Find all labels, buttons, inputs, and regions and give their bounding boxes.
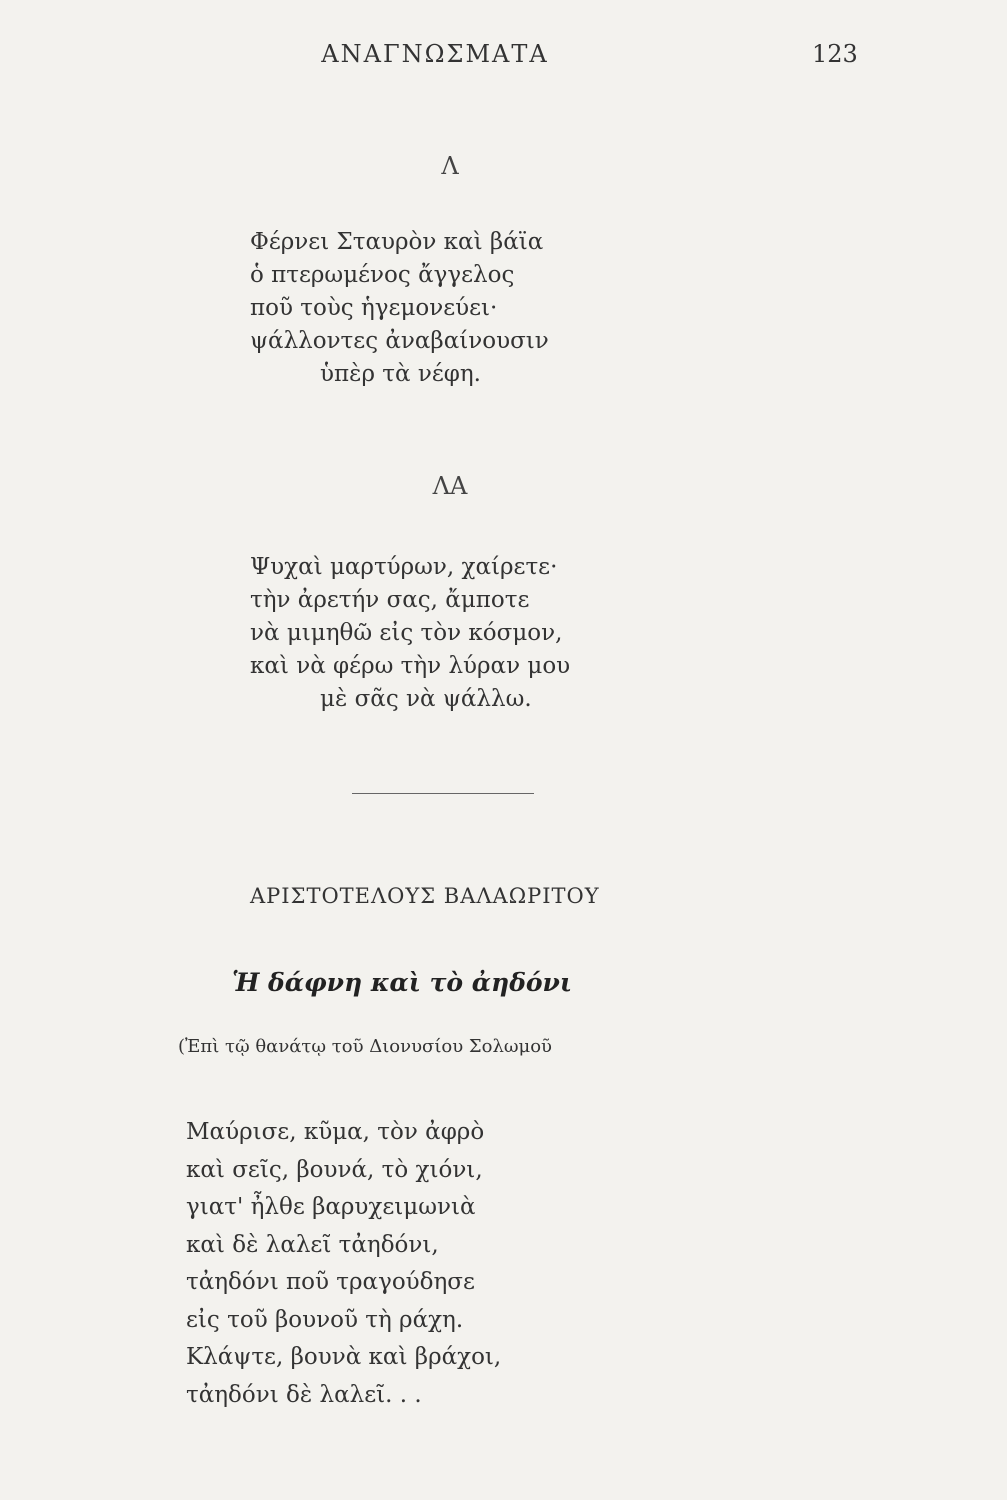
verse-line: τἀηδόνι ποῦ τραγούδησε bbox=[186, 1269, 475, 1295]
poem-dedication: (Ἐπὶ τῷ θανάτῳ τοῦ Διονυσίου Σολωμοῦ bbox=[178, 1036, 553, 1057]
section-divider bbox=[352, 793, 534, 794]
verse-line: καὶ νὰ φέρω τὴν λύραν μου bbox=[250, 653, 571, 679]
verse-line: μὲ σᾶς νὰ ψάλλω. bbox=[320, 686, 532, 712]
verse-line: γιατ' ἦλθε βαρυχειμωνιὰ bbox=[186, 1194, 476, 1220]
verse-line: ψάλλοντες ἀναβαίνουσιν bbox=[250, 328, 549, 354]
page-number: 123 bbox=[812, 40, 858, 68]
verse-line: Ψυχαὶ μαρτύρων, χαίρετε· bbox=[250, 554, 558, 580]
poem-title: Ἡ δάφνη καὶ τὸ ἀηδόνι bbox=[232, 968, 573, 997]
section-numeral-lambda: Λ bbox=[441, 152, 459, 180]
verse-line: ὑπὲρ τὰ νέφη. bbox=[320, 361, 481, 387]
verse-line: νὰ μιμηθῶ εἰς τὸν κόσμον, bbox=[250, 620, 563, 646]
verse-line: καὶ σεῖς, βουνά, τὸ χιόνι, bbox=[186, 1156, 483, 1183]
verse-line: εἰς τοῦ βουνοῦ τὴ ράχη. bbox=[186, 1306, 464, 1333]
verse-line: Κλάψτε, βουνὰ καὶ βράχοι, bbox=[186, 1344, 502, 1370]
running-header: ΑΝΑΓΝΩΣΜΑΤΑ bbox=[321, 40, 549, 68]
stanza-lambda bbox=[250, 226, 549, 391]
section-numeral-lambda-alpha: ΛΑ bbox=[432, 472, 468, 500]
stanza-lambda-alpha bbox=[250, 551, 570, 716]
verse-line: τἀηδόνι δὲ λαλεῖ. . . bbox=[186, 1381, 422, 1408]
verse-line: τὴν ἀρετήν σας, ἄμποτε bbox=[250, 587, 530, 613]
verse-line: ὁ πτερωμένος ἄγγελος bbox=[250, 262, 515, 288]
verse-line: καὶ δὲ λαλεῖ τἀηδόνι, bbox=[186, 1231, 439, 1258]
verse-line: Φέρνει Σταυρὸν καὶ βάϊα bbox=[250, 229, 544, 255]
verse-line: Μαύρισε, κῦμα, τὸν ἀφρὸ bbox=[186, 1119, 485, 1145]
verse-line: ποῦ τοὺς ἡγεμονεύει· bbox=[250, 295, 498, 321]
stanza-main-poem bbox=[186, 1114, 501, 1414]
author-heading: ΑΡΙΣΤΟΤΕΛΟΥΣ ΒΑΛΑΩΡΙΤΟΥ bbox=[250, 884, 600, 908]
